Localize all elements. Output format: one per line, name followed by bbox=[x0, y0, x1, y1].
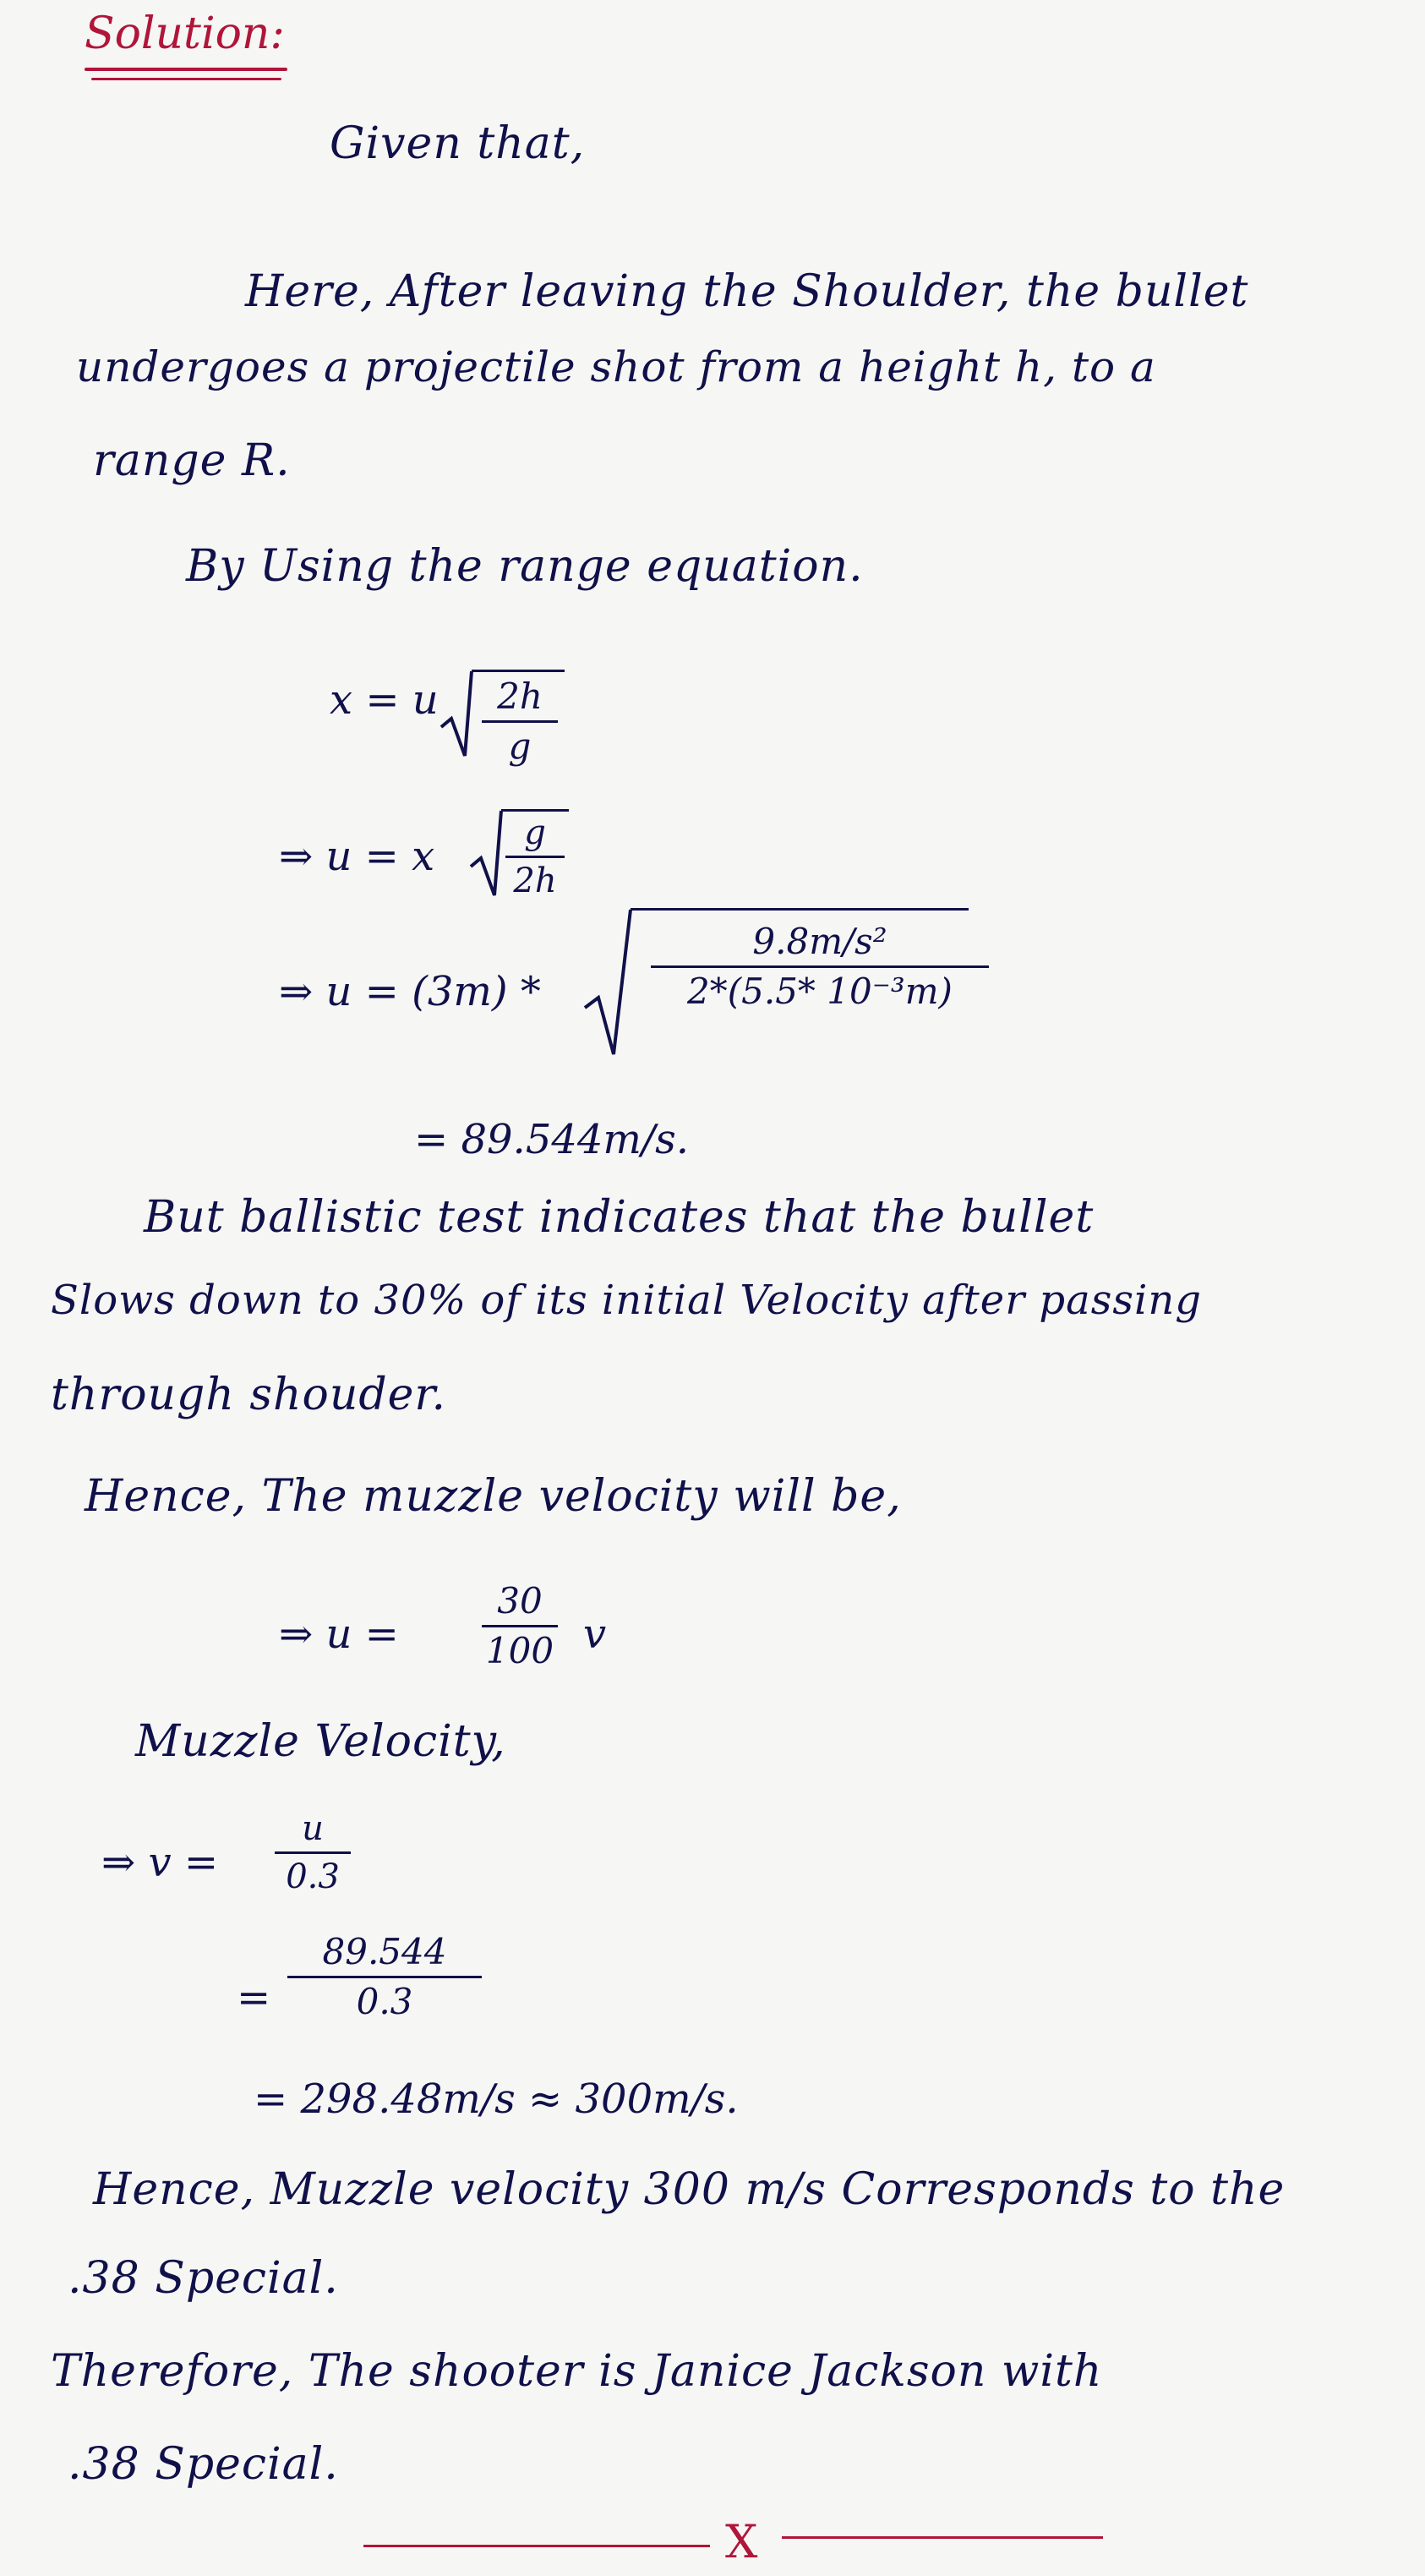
eq2-sqrt-vinculum bbox=[501, 809, 569, 812]
eq7-denominator: 0.3 bbox=[356, 1981, 413, 2023]
eq1-fraction-bar bbox=[482, 720, 558, 723]
eq2-denominator: 2h bbox=[513, 861, 557, 900]
eq5-rhs: v bbox=[583, 1611, 607, 1658]
eq8-result: = 298.48m/s ≈ 300m/s. bbox=[254, 2076, 739, 2123]
eq2-fraction-bar bbox=[505, 856, 565, 858]
eq3-sqrt-vinculum bbox=[631, 908, 969, 911]
eq2-lhs: ⇒ u = x bbox=[279, 833, 435, 880]
range-equation-intro: By Using the range equation. bbox=[186, 541, 864, 592]
eq6-denominator: 0.3 bbox=[286, 1857, 340, 1896]
para2-line3: through shouder. bbox=[51, 1370, 447, 1420]
eq3-numerator: 9.8m/s² bbox=[752, 921, 887, 962]
eq6-fraction bbox=[275, 1809, 351, 1896]
eq3-denominator: 2*(5.5* 10⁻³m) bbox=[687, 971, 953, 1013]
eq6-lhs: ⇒ v = bbox=[101, 1839, 219, 1886]
end-rule-right bbox=[782, 2536, 1103, 2539]
para2-line2: Slows down to 30% of its initial Velocity after passing bbox=[51, 1277, 1203, 1324]
eq5-fraction bbox=[482, 1581, 558, 1672]
para3-line2: .38 Special. bbox=[68, 2253, 339, 2304]
solution-title: Solution: bbox=[85, 8, 285, 59]
eq2-fraction bbox=[505, 813, 565, 900]
muzzle-velocity-label: Muzzle Velocity, bbox=[135, 1716, 506, 1767]
title-underline bbox=[85, 68, 287, 71]
eq1-sqrt-vinculum bbox=[472, 670, 565, 672]
end-rule-left bbox=[363, 2545, 710, 2547]
eq5-lhs: ⇒ u = bbox=[279, 1611, 399, 1658]
eq4-result: = 89.544m/s. bbox=[414, 1116, 690, 1163]
title-underline-second bbox=[91, 78, 281, 80]
eq5-numerator: 30 bbox=[497, 1580, 543, 1622]
eq1-lhs: x = u bbox=[330, 676, 439, 724]
end-mark: X bbox=[725, 2515, 758, 2568]
eq6-numerator: u bbox=[302, 1809, 324, 1848]
eq7-lhs: = bbox=[237, 1974, 271, 2021]
eq6-fraction-bar bbox=[275, 1851, 351, 1854]
para1-line1: Here, After leaving the Shoulder, the bullet bbox=[245, 266, 1249, 317]
para3-line1: Hence, Muzzle velocity 300 m/s Corresponds to the bbox=[93, 2164, 1286, 2215]
eq5-denominator: 100 bbox=[485, 1630, 554, 1672]
eq1-numerator: 2h bbox=[497, 675, 543, 717]
para2-line1: But ballistic test indicates that the bullet bbox=[144, 1192, 1095, 1243]
para1-line2: undergoes a projectile shot from a height h, to a bbox=[76, 342, 1156, 391]
eq2-numerator: g bbox=[524, 813, 546, 852]
eq3-sqrt-sign bbox=[583, 906, 634, 1058]
eq2-sqrt-sign bbox=[469, 807, 503, 900]
hence-muzzle-intro: Hence, The muzzle velocity will be, bbox=[85, 1471, 902, 1522]
para4-line1: Therefore, The shooter is Janice Jackson with bbox=[51, 2346, 1103, 2397]
eq1-sqrt-sign bbox=[440, 668, 473, 761]
eq3-fraction-bar bbox=[651, 965, 989, 968]
para4-line2: .38 Special. bbox=[68, 2439, 339, 2490]
eq7-numerator: 89.544 bbox=[322, 1931, 447, 1972]
eq3-fraction bbox=[651, 922, 989, 1013]
given-that: Given that, bbox=[330, 118, 586, 169]
eq3-lhs: ⇒ u = (3m) * bbox=[279, 968, 541, 1015]
eq7-fraction bbox=[287, 1932, 482, 2023]
eq5-fraction-bar bbox=[482, 1625, 558, 1627]
eq1-denominator: g bbox=[508, 725, 532, 768]
eq1-fraction bbox=[482, 676, 558, 768]
eq7-fraction-bar bbox=[287, 1976, 482, 1978]
para1-line3: range R. bbox=[93, 435, 291, 486]
